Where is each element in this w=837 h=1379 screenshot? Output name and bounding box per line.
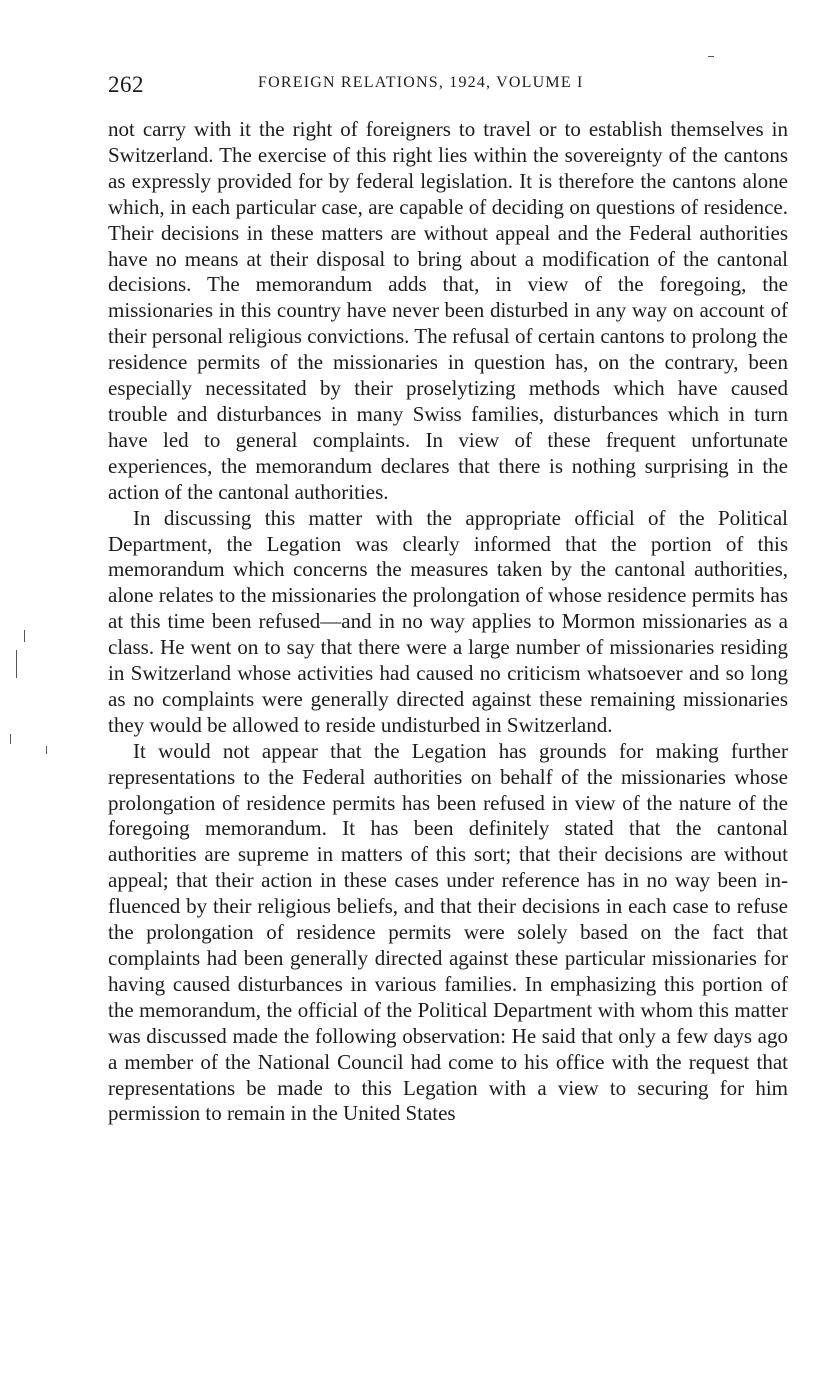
margin-tick <box>16 650 17 678</box>
paragraph: In discussing this matter with the appropriate official of the Political Department, the Legation was clearly informed that the portion of this memorandum which concerns the measures taken by the cantonal authorities, alone relates to the missionaries the prolongation of whose residence permits has at this time been refused—and in no way applies to Mormon missionaries as a class. He went on to say that there were a large number of missionaries residing in Switzerland whose activities had caused no criticism whatsoever and so long as no complaints were generally directed against these remaining missionaries they would be allowed to reside undisturbed in Switzerland. <box>108 505 788 737</box>
paragraph-continuation: not carry with it the right of foreigners to travel or to establish themselves in Switzerland. The exercise of this right lies within the sovereignty of the cantons as expressly provided for by federal legislation. It is therefore the cantons alone which, in each particular case, are capable of deciding on questions of residence. Their decisions in these matters are without appeal and the Federal authorities have no means at their disposal to bring about a modification of the cantonal decisions. The memorandum adds that, in view of the foregoing, the missionaries in this country have never been disturbed in any way on account of their personal religious convictions. The refusal of certain cantons to prolong the residence permits of the missionaries in question has, on the contrary, been especially necessitated by their proselytizing methods which have caused trouble and disturbances in many Swiss families, disturbances which in turn have led to general complaints. In view of these frequent unfortunate experiences, the memorandum declares that there is nothing surprising in the action of the cantonal authorities. <box>108 117 788 504</box>
running-header <box>108 68 788 98</box>
margin-tick <box>10 734 11 744</box>
margin-tick <box>24 630 25 642</box>
paragraph: It would not appear that the Legation has grounds for making further representations to the Federal authorities on behalf of the missionaries whose prolongation of residence permits has been refused in view of the nature of the foregoing memorandum. It has been definitely stated that the cantonal authorities are supreme in matters of this sort; that their decisions are without appeal; that their action in these cases under reference has in no way been influenced by their religious beliefs, and that their decisions in each case to refuse the prolongation of residence permits were solely based on the fact that complaints had been generally directed against these particular missionaries for having caused disturbances in various families. In emphasizing this portion of the memorandum, the official of the Political Department with whom this matter was discussed made the following observation: He said that only a few days ago a member of the National Council had come to his office with the request that representations be made to this Legation with a view to securing for him permission to remain in the United States <box>108 738 788 1126</box>
body-text <box>108 117 788 1127</box>
running-title: FOREIGN RELATIONS, 1924, VOLUME I <box>258 74 584 91</box>
page-number: 262 <box>108 72 144 97</box>
margin-tick <box>46 746 47 754</box>
margin-tick <box>708 56 714 57</box>
